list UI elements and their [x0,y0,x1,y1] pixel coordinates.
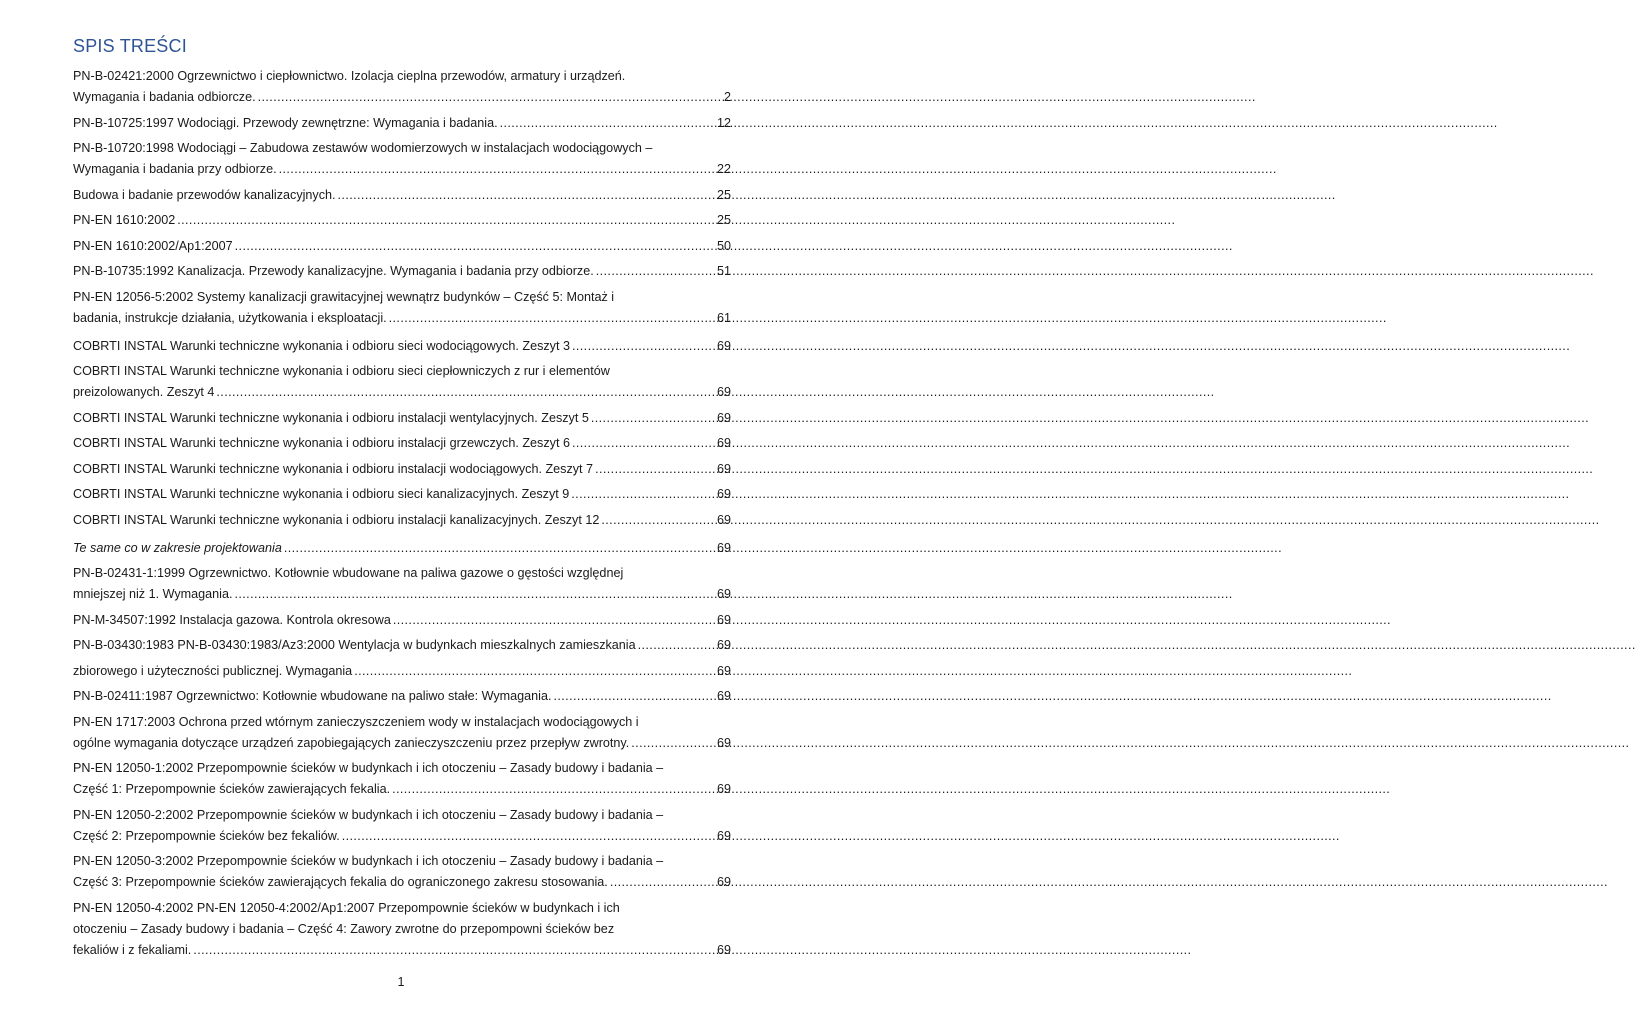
dot-leader [279,159,715,180]
toc-entry-text: badania, instrukcje działania, użytkowania i eksploatacji. [73,310,387,325]
toc-entry-text: Część 2: Przepompownie ścieków bez fekaliów. [73,828,340,843]
toc-entry-text: COBRTI INSTAL Warunki techniczne wykonania i odbioru sieci wodociągowych. Zeszyt 3 [73,338,570,353]
toc-entry-text: zbiorowego i użyteczności publicznej. Wymagania [73,663,353,678]
dot-leader [354,661,715,682]
toc-entry[interactable] [73,563,731,605]
toc-entry-text: Wymagania i badania przy odbiorze. [73,162,277,176]
toc-entry-text: preizolowanych. Zeszyt 4 [73,385,215,399]
toc-page-ref: 69 [716,638,731,652]
toc-entry-text: COBRTI INSTAL Warunki techniczne wykonania i odbioru sieci kanalizacyjnych. Zeszyt 9 [73,487,570,501]
dot-leader [595,459,715,480]
dot-leader [284,538,715,559]
toc-entry-text: COBRTI INSTAL Warunki techniczne wykonania i odbioru instalacji grzewczych. Zeszyt 6 [73,436,570,450]
toc-entry-text: PN-M-34507:1992 Instalacja gazowa. Kontrola okresowa [73,612,391,627]
toc-entry-text: PN-B-02411:1987 Ogrzewnictwo: Kotłownie wbudowane na paliwo stałe: Wymagania. [73,689,552,703]
toc-entry[interactable] [73,66,731,108]
toc-page-ref: 61 [716,310,731,325]
toc-page-ref: 2 [723,90,731,104]
toc-entry-text: PN-B-02421:2000 Ogrzewnictwo i ciepłownictwo. Izolacja cieplna przewodów, armatury i urządzeń. [73,69,626,83]
toc-entry[interactable] [73,287,731,329]
dot-leader [591,408,715,429]
toc-entry[interactable] [73,610,731,631]
toc-page-ref: 69 [716,875,731,889]
dot-leader [571,484,715,505]
toc-entry[interactable] [73,261,731,282]
toc-page-ref: 22 [716,162,731,176]
toc-entry[interactable] [73,758,731,800]
dot-leader [393,610,715,631]
toc-entry-text: PN-EN 12050-3:2002 Przepompownie ścieków w budynkach i ich otoczeniu – Zasady budowy i badania – [73,854,664,868]
toc-page-ref: 69 [716,663,731,678]
toc-page-ref: 25 [716,213,731,227]
toc-page-ref: 69 [716,735,731,750]
toc-entry[interactable] [73,113,731,134]
toc-entry-text: PN-B-10725:1997 Wodociągi. Przewody zewnętrzne: Wymagania i badania. [73,115,498,130]
toc-page-ref: 69 [716,942,731,957]
toc-entry[interactable] [73,538,731,559]
toc-entry-text: PN-B-10735:1992 Kanalizacja. Przewody kanalizacyjne. Wymagania i badania przy odbiorze. [73,264,594,278]
toc-entry-text: Te same co w zakresie projektowania [73,540,282,555]
toc-entry-text: otoczeniu – Zasady budowy i badania – Część 4: Zawory zwrotne do przepompowni ścieków bez [73,921,615,936]
toc-entry-text: mniejszej niż 1. Wymagania. [73,587,233,601]
dot-leader [392,779,715,800]
toc-entry-text: fekaliów i z fekaliami. [73,942,192,957]
dot-leader [601,510,715,531]
toc-page-ref: 69 [716,612,731,627]
toc-entry-text: PN-B-10720:1998 Wodociągi – Zabudowa zestawów wodomierzowych w instalacjach wodociągowych – [73,141,653,155]
toc-entry[interactable] [73,898,731,961]
toc-page-ref: 69 [716,338,731,353]
toc-entry-text: PN-EN 12050-1:2002 Przepompownie ścieków w budynkach i ich otoczeniu – Zasady budowy i badania – [73,761,664,775]
toc-entry[interactable] [73,635,731,656]
dot-leader [177,210,715,231]
toc-page-ref: 69 [716,689,731,703]
toc-page-ref: 69 [716,410,731,425]
toc-entry-text: PN-EN 1717:2003 Ochrona przed wtórnym zanieczyszczeniem wody w instalacjach wodociągowych i [73,714,639,729]
toc-page-ref: 12 [716,115,731,130]
dot-leader [631,733,715,754]
toc-entry[interactable] [73,686,731,707]
dot-leader [342,826,715,847]
toc-page-ref: 69 [716,828,731,843]
toc-entry[interactable] [73,185,731,206]
dot-leader [572,433,715,454]
toc-page-ref: 25 [716,187,731,202]
toc-page-ref: 69 [716,512,731,527]
toc-page-ref: 51 [716,264,731,278]
dot-leader [193,940,715,961]
toc-page-ref: 50 [716,238,731,253]
toc-entry-text: ogólne wymagania dotyczące urządzeń zapobiegających zanieczyszczeniu przez przepływ zwrotny. [73,735,630,750]
toc-entry[interactable] [73,336,731,357]
toc-page-ref: 69 [716,385,731,399]
toc-entry-text: Budowa i badanie przewodów kanalizacyjnych. [73,187,336,202]
toc-entry-text: COBRTI INSTAL Warunki techniczne wykonania i odbioru sieci ciepłowniczych z rur i elementów [73,364,610,378]
toc-entry[interactable] [73,236,731,257]
toc-entry-text: PN-EN 12056-5:2002 Systemy kanalizacji grawitacyjnej wewnątrz budynków – Część 5: Montaż i [73,289,615,304]
page-number: 1 [397,975,405,989]
toc-entry-text: PN-EN 12050-2:2002 Przepompownie ścieków w budynkach i ich otoczeniu – Zasady budowy i badania – [73,807,664,822]
dot-leader [596,261,715,282]
toc-entry-text: PN-EN 1610:2002/Ap1:2007 [73,238,233,253]
dot-leader [216,382,715,403]
toc-entry[interactable] [73,408,731,429]
dot-leader [389,308,715,329]
toc-page-ref: 69 [716,587,731,601]
toc-page-ref: 69 [716,436,731,450]
dot-leader [610,872,715,893]
toc-entry-text: PN-EN 12050-4:2002 PN-EN 12050-4:2002/Ap1:2007 Przepompownie ścieków w budynkach i ich [73,900,620,915]
toc-entry[interactable] [73,210,731,231]
document-page [0,0,768,1024]
toc-entry-text: PN-EN 1610:2002 [73,213,176,227]
dot-leader [234,584,715,605]
dot-leader [553,686,715,707]
toc-entry-text: Wymagania i badania odbiorcze. [73,90,256,104]
toc-entry-text: PN-B-02431-1:1999 Ogrzewnictwo. Kotłownie wbudowane na paliwa gazowe o gęstości względnej [73,566,624,580]
toc-page-ref: 69 [716,461,731,476]
toc-entry[interactable] [73,484,731,505]
toc-entry[interactable] [73,661,731,682]
dot-leader [258,87,722,108]
dot-leader [638,635,715,656]
toc-page-ref: 69 [716,782,731,796]
dot-leader [572,336,715,357]
toc-entry-text: COBRTI INSTAL Warunki techniczne wykonania i odbioru instalacji wentylacyjnych. Zeszyt 5 [73,410,589,425]
dot-leader [235,236,715,257]
toc-entry[interactable] [73,433,731,454]
toc-entry[interactable] [73,459,731,480]
toc-entry[interactable] [73,805,731,847]
toc-heading: SPIS TREŚCI [73,36,187,56]
toc-page-ref: 69 [716,540,731,555]
toc-entry[interactable] [73,510,731,531]
toc-page-ref: 69 [716,487,731,501]
toc-entry-text: Część 1: Przepompownie ścieków zawierających fekalia. [73,782,391,796]
toc-entry-text: COBRTI INSTAL Warunki techniczne wykonania i odbioru instalacji wodociągowych. Zeszyt 7 [73,461,594,476]
toc-list [73,66,731,965]
toc-entry[interactable] [73,851,731,893]
toc-entry-text: PN-B-03430:1983 PN-B-03430:1983/Az3:2000 Wentylacja w budynkach mieszkalnych zamieszkania [73,638,636,652]
toc-entry-text: COBRTI INSTAL Warunki techniczne wykonania i odbioru instalacji kanalizacyjnych. Zeszyt 12 [73,512,600,527]
dot-leader [500,113,715,134]
dot-leader [338,185,715,206]
toc-entry[interactable] [73,138,731,180]
toc-entry[interactable] [73,712,731,754]
toc-entry[interactable] [73,361,731,403]
toc-entry-text: Część 3: Przepompownie ścieków zawierających fekalia do ograniczonego zakresu stosowania. [73,875,608,889]
